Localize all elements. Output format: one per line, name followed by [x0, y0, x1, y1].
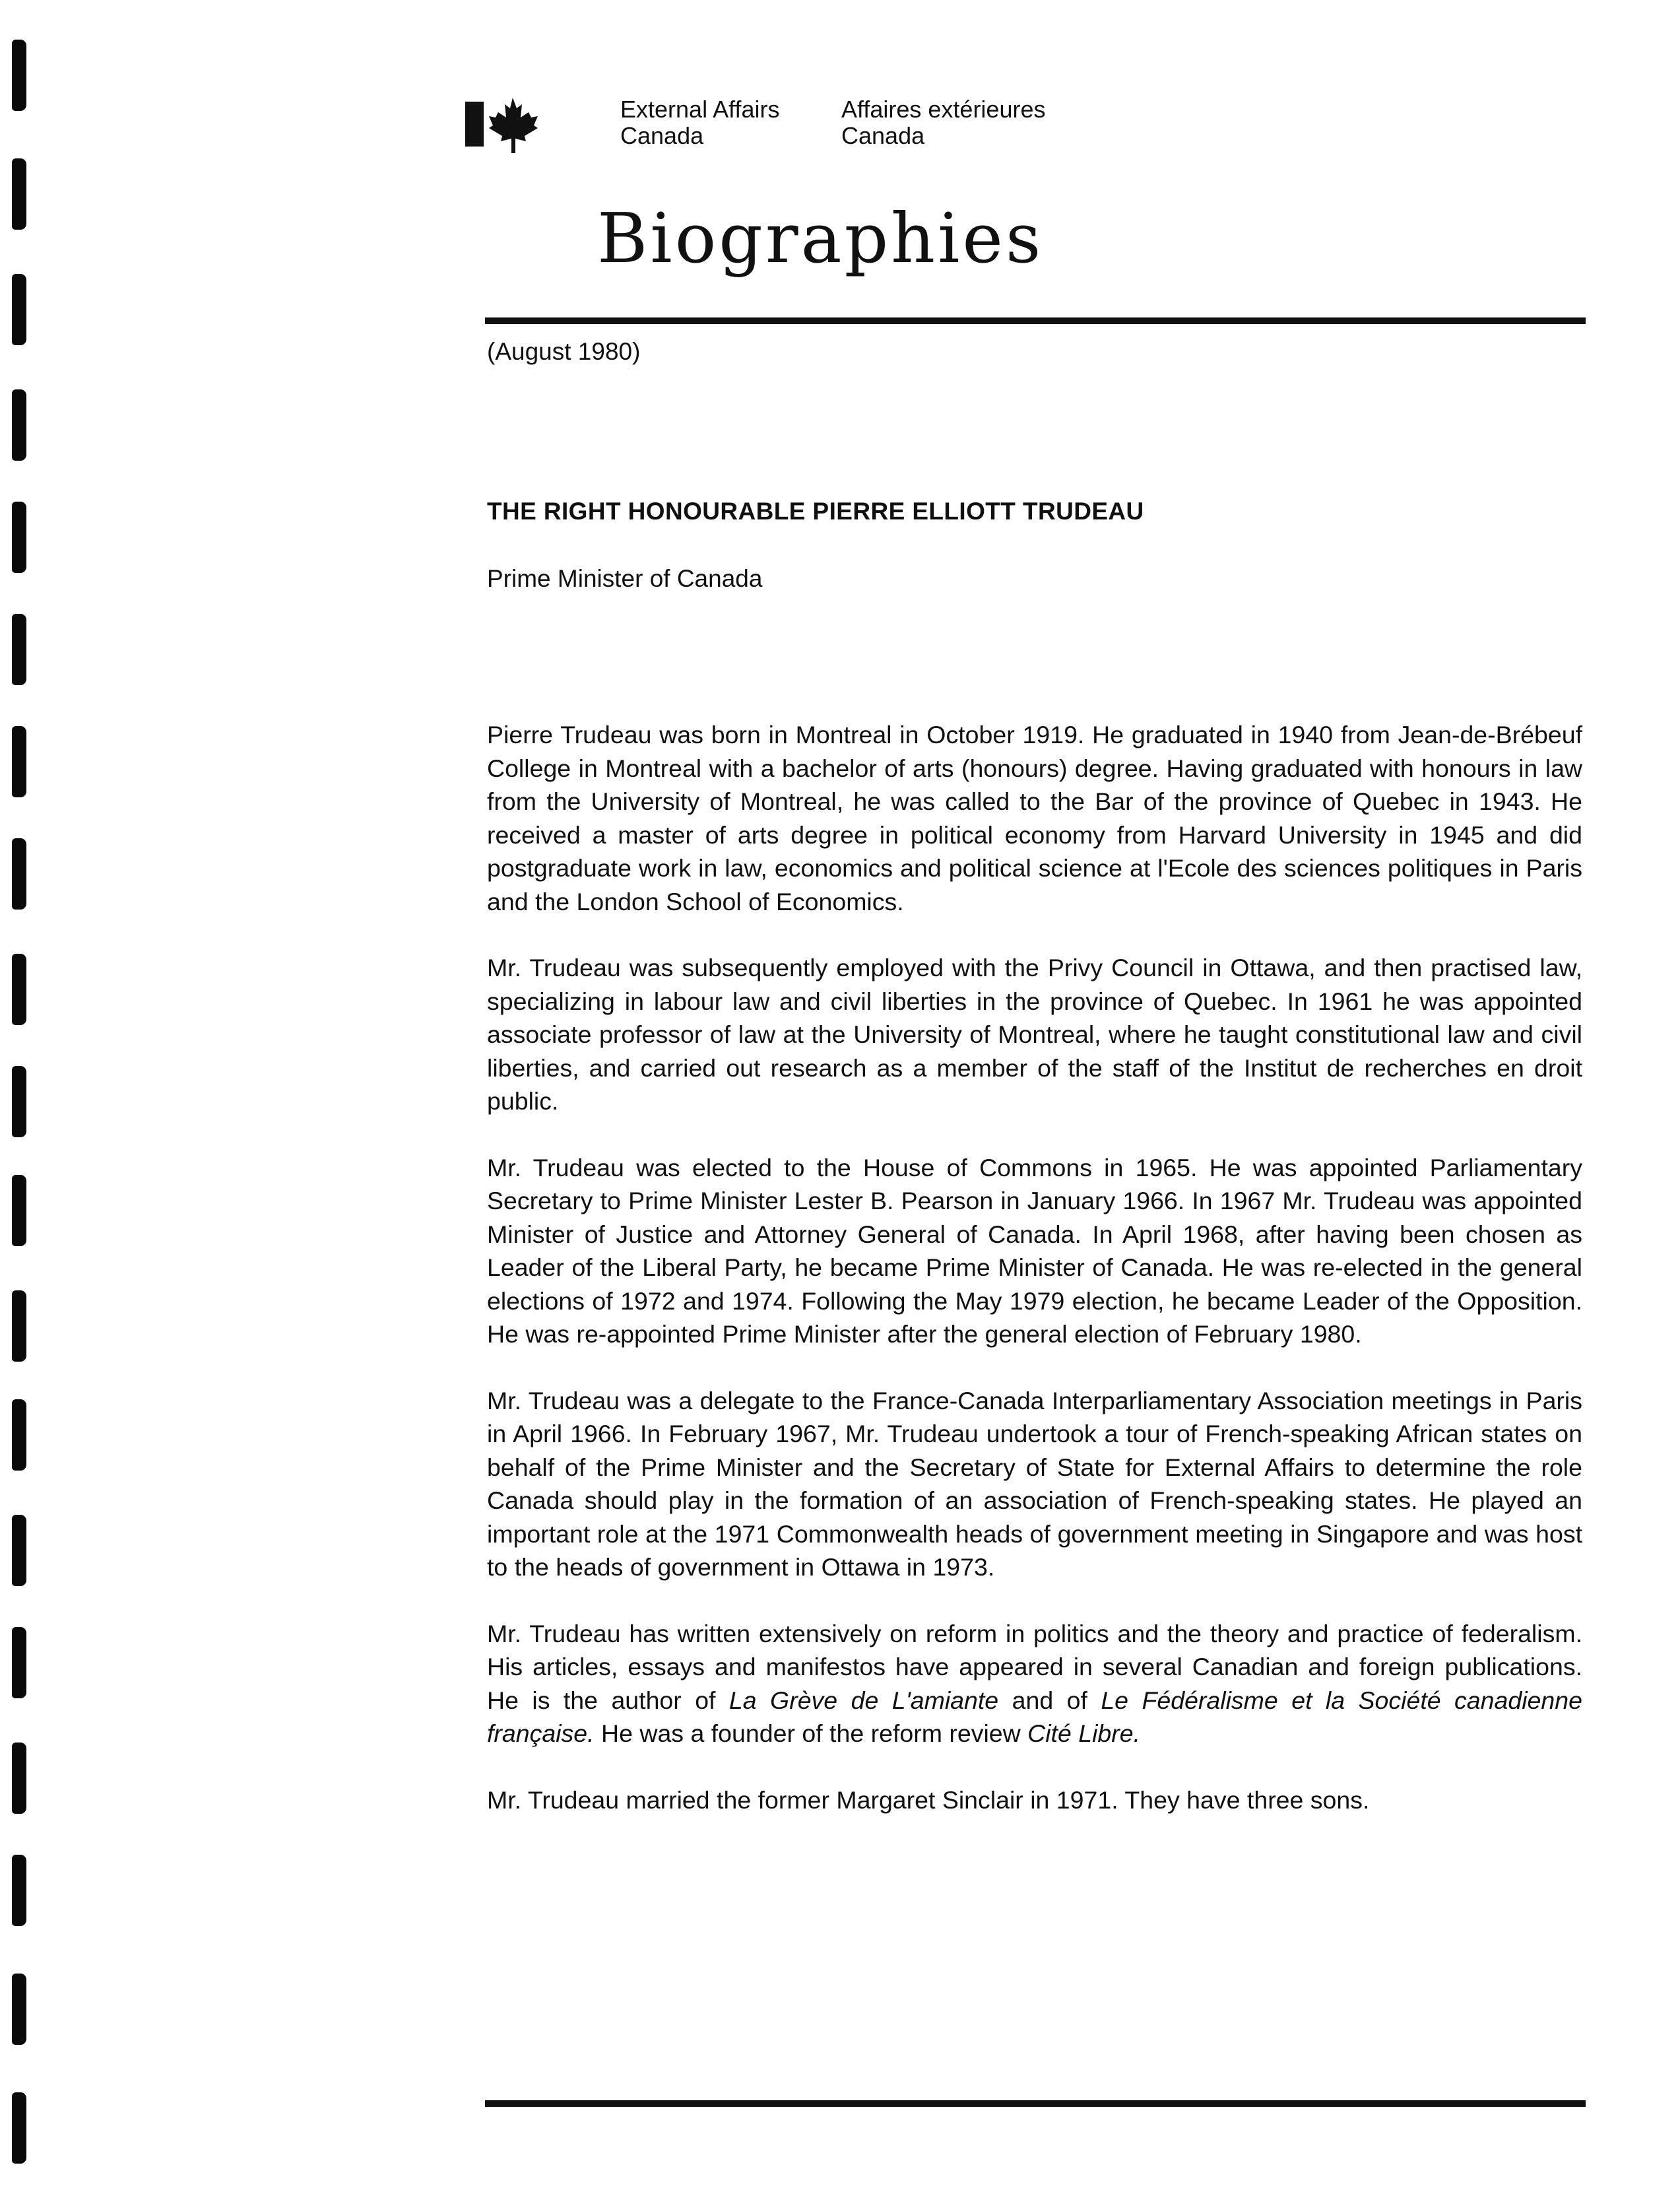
- binding-hole: [12, 954, 26, 1025]
- department-name-english: [620, 96, 779, 149]
- binding-hole: [12, 158, 26, 230]
- department-line: External Affairs: [620, 96, 780, 123]
- binding-hole: [12, 2092, 26, 2164]
- binding-hole: [12, 1855, 26, 1926]
- letterhead: [465, 91, 1125, 157]
- binding-hole: [12, 502, 26, 573]
- binding-hole: [12, 40, 26, 111]
- binding-hole: [12, 1627, 26, 1698]
- subject-name: THE RIGHT HONOURABLE PIERRE ELLIOTT TRUDEAU: [487, 498, 1144, 525]
- text-segment: He was a founder of the reform review: [594, 1719, 1028, 1747]
- subject-role: Prime Minister of Canada: [487, 565, 763, 592]
- binding-hole: [12, 1399, 26, 1471]
- review-title: Cité Libre.: [1027, 1719, 1141, 1747]
- binding-hole: [12, 1515, 26, 1586]
- department-name-french: [841, 96, 1045, 149]
- binding-hole: [12, 274, 26, 345]
- paragraph-early-career: Mr. Trudeau was subsequently employed with the Privy Council in Ottawa, and then practised law, specializing in labour law and civil liberties in the province of Quebec. In 1961 he was appointed associate professor of law at the University of Montreal, where he taught constitutional law and civil liberties, and carried out research as a member of the staff of the Institut de recherches en droit public.: [487, 954, 1582, 1115]
- top-rule: [485, 317, 1586, 324]
- country-line: Canada: [841, 122, 925, 149]
- canada-flag-icon: [465, 98, 539, 157]
- department-line: Affaires extérieures: [841, 96, 1046, 123]
- biography-body: [487, 718, 1582, 1849]
- binding-hole: [12, 389, 26, 461]
- binding-hole: [12, 614, 26, 685]
- binding-hole: [12, 1066, 26, 1137]
- document-date: (August 1980): [487, 338, 641, 365]
- binding-hole: [12, 1290, 26, 1362]
- binding-hole: [12, 838, 26, 910]
- bottom-rule: [485, 2100, 1586, 2107]
- text-segment: Mr. Trudeau has written extensively on reform in politics and the theory and practice of federalism. His articles, essays and manifestos have appeared in several Canadian and foreign publications. He is the author of: [487, 1619, 1582, 1714]
- text-segment: and of: [998, 1686, 1101, 1714]
- binding-hole: [12, 726, 26, 797]
- paragraph-political-career: Mr. Trudeau was elected to the House of Commons in 1965. He was appointed Parliamentary Secretary to Prime Minister Lester B. Pearson in January 1966. In 1967 Mr. Trudeau was appointed Minister of Justice and Attorney General of Canada. In April 1968, after having been chosen as Leader of the Liberal Party, he became Prime Minister of Canada. He was re-elected in the general elections of 1972 and 1974. Following the May 1979 election, he became Leader of the Opposition. He was re-appointed Prime Minister after the general election of February 1980.: [487, 1153, 1582, 1348]
- paragraph-publications: [487, 1617, 1582, 1750]
- country-line: Canada: [620, 122, 704, 149]
- paragraph-education: Pierre Trudeau was born in Montreal in October 1919. He graduated in 1940 from Jean-de-Brébeuf College in Montreal with a bachelor of arts (honours) degree. Having graduated with honours in law from the University of Montreal, he was called to the Bar of the province of Quebec in 1943. He received a master of arts degree in political economy from Harvard University in 1945 and did postgraduate work in law, economics and political science at l'Ecole des sciences politiques in Paris and the London School of Economics.: [487, 721, 1582, 915]
- binding-hole: [12, 1175, 26, 1246]
- book-title: Le Fédéralisme et la Société canadienne française.: [487, 1686, 1582, 1747]
- document-title: Biographies: [597, 198, 1044, 279]
- binding-holes: [5, 40, 32, 2165]
- paragraph-international: Mr. Trudeau was a delegate to the France-Canada Interparliamentary Association meetings in Paris in April 1966. In February 1967, Mr. Trudeau undertook a tour of French-speaking African states on behalf of the Prime Minister and the Secretary of State for External Affairs to determine the role Canada should play in the formation of an association of French-speaking states. He played an important role at the 1971 Commonwealth heads of government meeting in Singapore and was host to the heads of government in Ottawa in 1973.: [487, 1386, 1582, 1581]
- binding-hole: [12, 1974, 26, 2045]
- book-title: La Grève de L'amiante: [728, 1686, 999, 1714]
- binding-hole: [12, 1743, 26, 1814]
- paragraph-family: Mr. Trudeau married the former Margaret Sinclair in 1971. They have three sons.: [487, 1785, 1370, 1814]
